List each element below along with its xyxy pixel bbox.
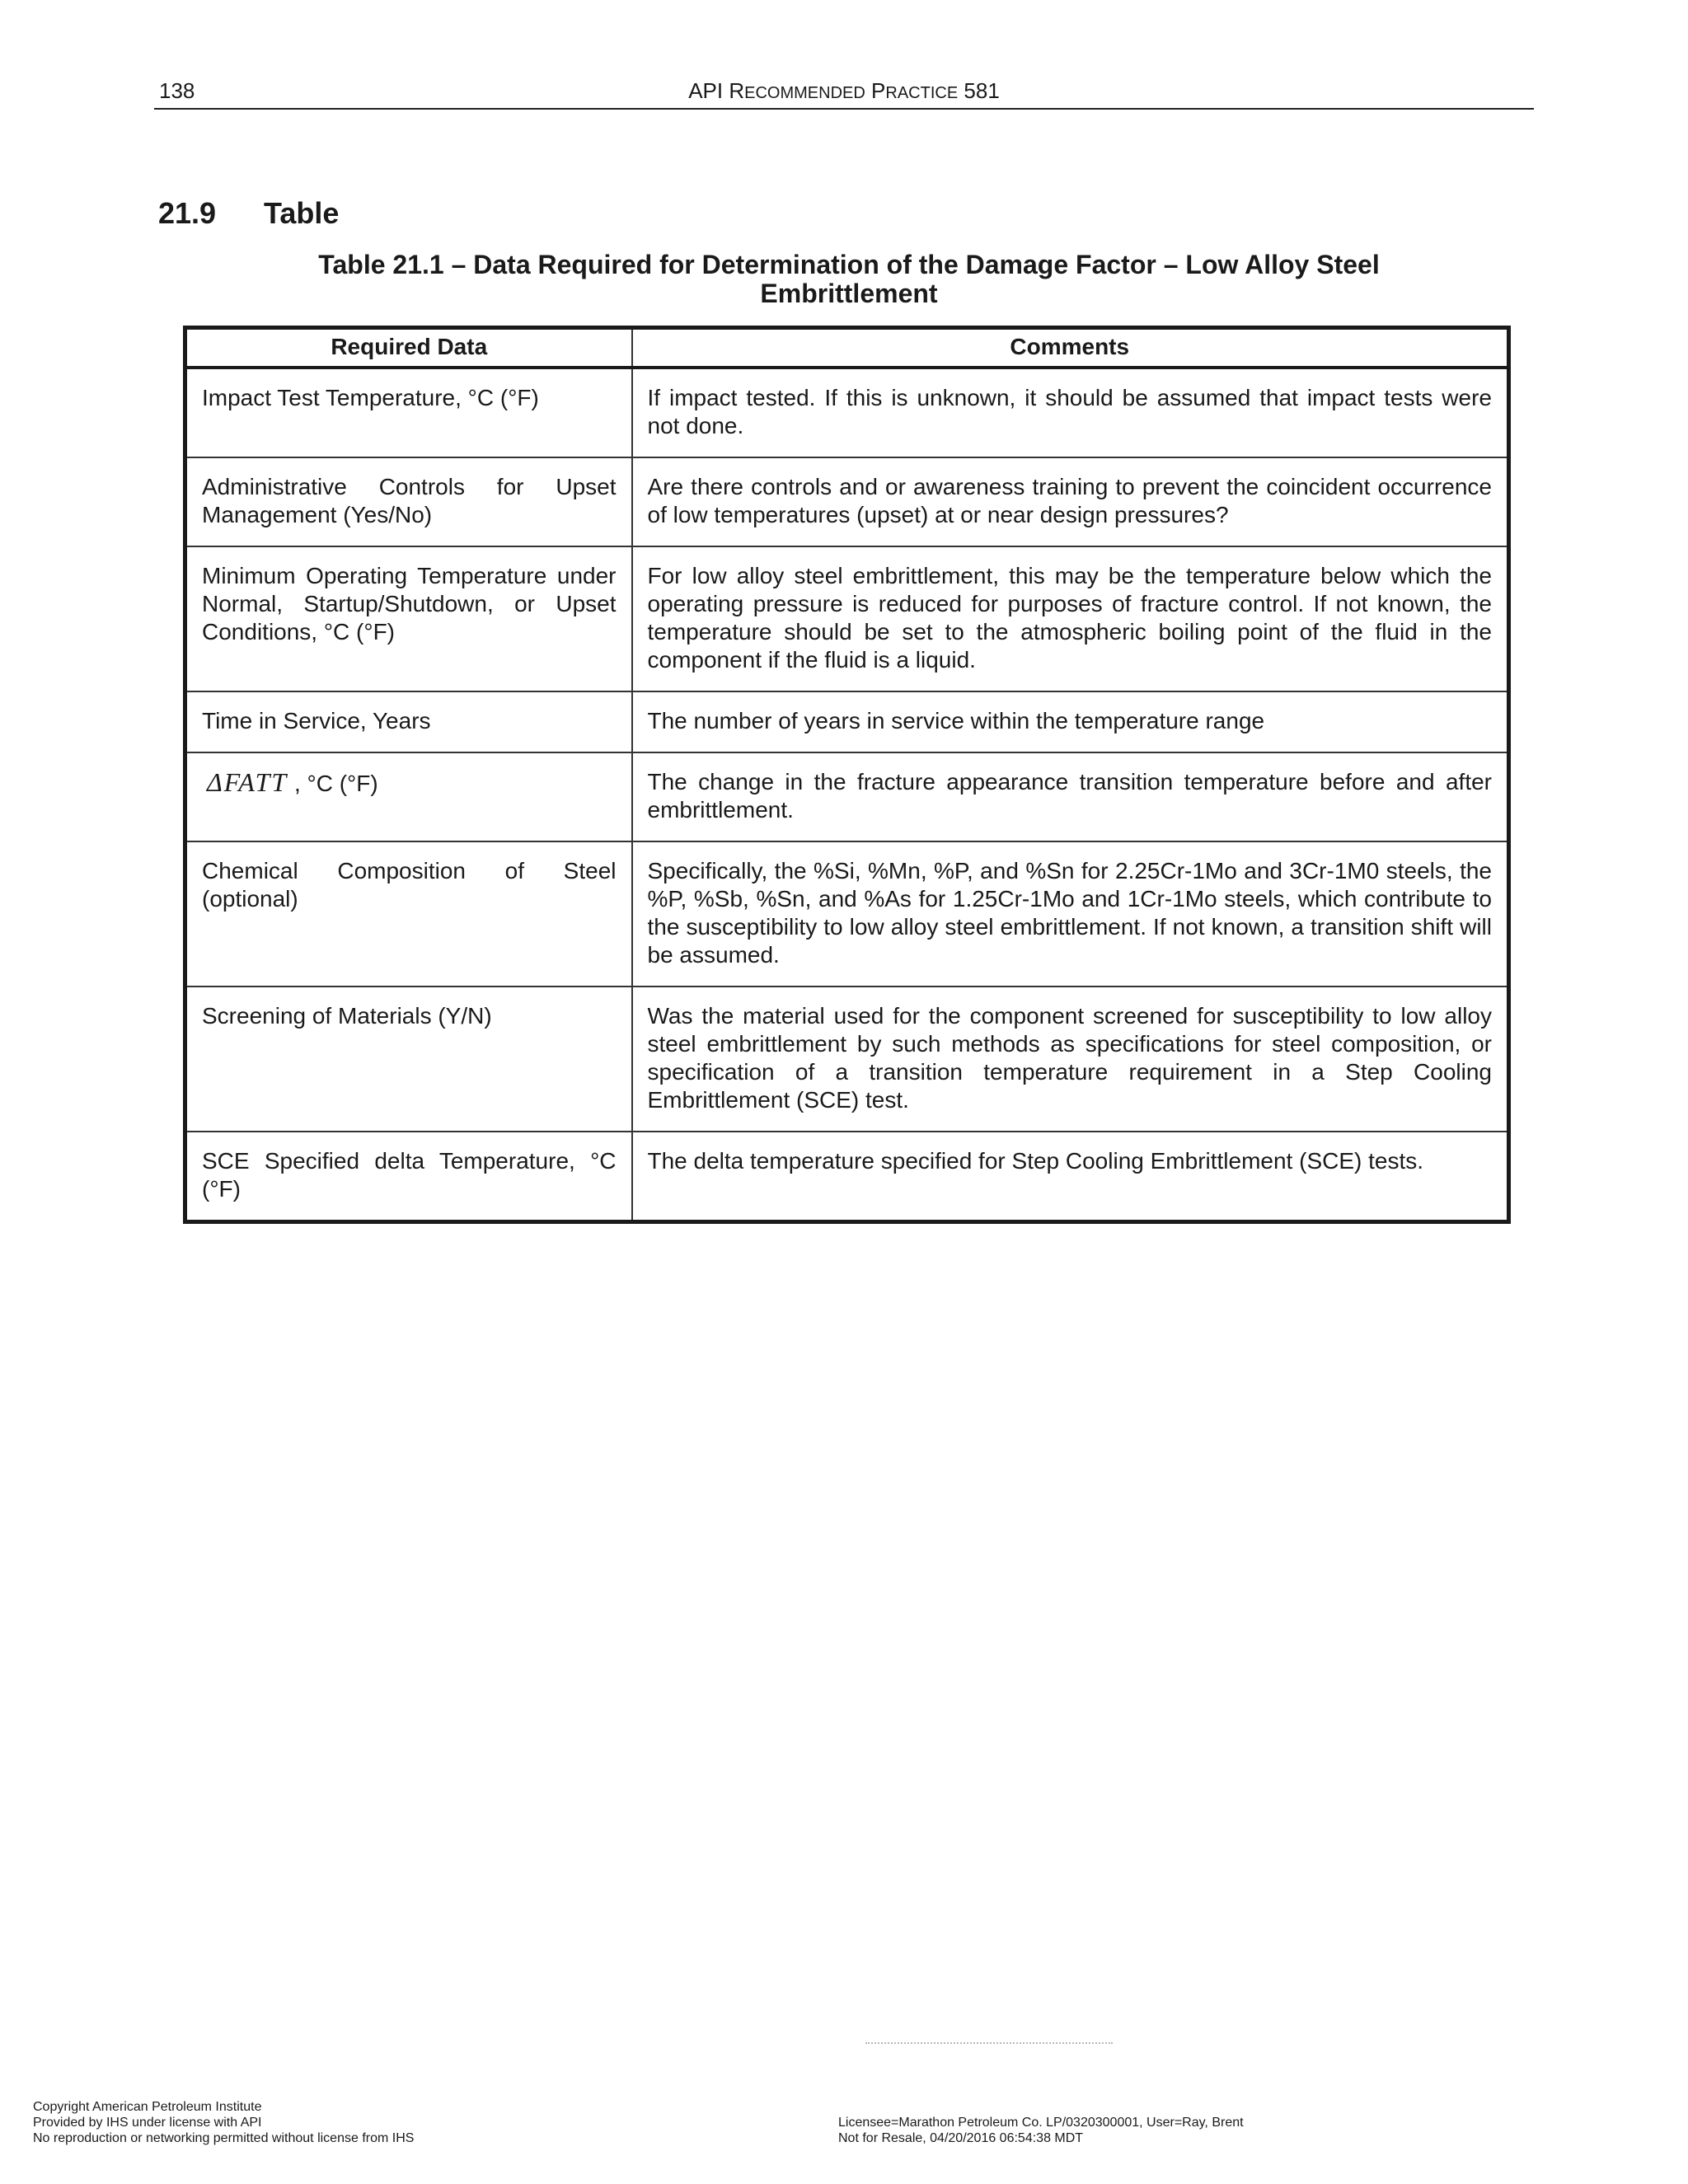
comment-cell: Are there controls and or awareness training to prevent the coincident occurrence of low temperatures (upset) at or near design pressures? — [632, 457, 1509, 546]
comment-cell: The number of years in service within the temperature range — [632, 691, 1509, 752]
comment-cell: The change in the fracture appearance transition temperature before and after embrittlement. — [632, 752, 1509, 841]
table-row — [185, 368, 1509, 457]
table-row — [185, 752, 1509, 841]
copyright-notice: Copyright American Petroleum Institute Provided by IHS under license with API No reproduction or networking permitted without license from IHS — [33, 2100, 415, 2145]
table-caption-line-2: Embrittlement — [760, 279, 938, 308]
header-required-data: Required Data — [185, 328, 632, 368]
table-row — [185, 1132, 1509, 1222]
required-data-cell: Screening of Materials (Y/N) — [185, 987, 632, 1132]
section-number: 21.9 — [158, 196, 217, 230]
required-data-cell: Minimum Operating Temperature under Normal, Startup/Shutdown, or Upset Conditions, °C (°F) — [185, 546, 632, 691]
table-row — [185, 841, 1509, 987]
required-data-cell: Impact Test Temperature, °C (°F) — [185, 368, 632, 457]
comment-cell: For low alloy steel embrittlement, this may be the temperature below which the operating pressure is reduced for purposes of fracture control. If not known, the temperature should be set to the atmospheric boiling point of the fluid in the component if the fluid is a liquid. — [632, 546, 1509, 691]
required-data-cell — [185, 752, 632, 841]
required-data-cell: Chemical Composition of Steel (optional) — [185, 841, 632, 987]
comment-cell: Specifically, the %Si, %Mn, %P, and %Sn for 2.25Cr-1Mo and 3Cr-1M0 steels, the %P, %Sb, %Sn, and %As for 1.25Cr-1Mo and 1Cr-1Mo steels, which contribute to the susceptibility to low alloy steel embrittlement. If not known, a transition shift will be assumed. — [632, 841, 1509, 987]
section-title: Table — [264, 196, 340, 230]
table-row — [185, 546, 1509, 691]
comment-cell: If impact tested. If this is unknown, it should be assumed that impact tests were not done. — [632, 368, 1509, 457]
page-number: 138 — [159, 78, 195, 103]
table-row — [185, 457, 1509, 546]
table-row — [185, 987, 1509, 1132]
required-data-cell: Administrative Controls for Upset Management (Yes/No) — [185, 457, 632, 546]
scan-artifact-dots — [865, 2036, 1113, 2044]
required-data-cell: Time in Service, Years — [185, 691, 632, 752]
table-caption-line-1: Table 21.1 – Data Required for Determination of the Damage Factor – Low Alloy Steel — [318, 250, 1380, 279]
table-caption — [247, 251, 1451, 308]
page-header — [154, 78, 1534, 110]
delta-fatt-symbol: ΔFATT — [207, 767, 288, 797]
table-header-row — [185, 328, 1509, 368]
required-data-table — [183, 326, 1511, 1224]
header-comments: Comments — [632, 328, 1509, 368]
license-notice: Licensee=Marathon Petroleum Co. LP/0320300001, User=Ray, Brent Not for Resale, 04/20/2016 06:54:38 MDT — [838, 2116, 1244, 2145]
comment-cell: The delta temperature specified for Step Cooling Embrittlement (SCE) tests. — [632, 1132, 1509, 1222]
delta-fatt-units: , °C (°F) — [293, 771, 378, 796]
comment-cell: Was the material used for the component screened for susceptibility to low alloy steel embrittlement by such methods as specifications for steel composition, or specification of a transition temperature requirement in a Step Cooling Embrittlement (SCE) test. — [632, 987, 1509, 1132]
section-heading — [158, 196, 339, 231]
table-row — [185, 691, 1509, 752]
running-title: API RECOMMENDED PRACTICE 581 — [688, 78, 1000, 103]
required-data-cell: SCE Specified delta Temperature, °C (°F) — [185, 1132, 632, 1222]
